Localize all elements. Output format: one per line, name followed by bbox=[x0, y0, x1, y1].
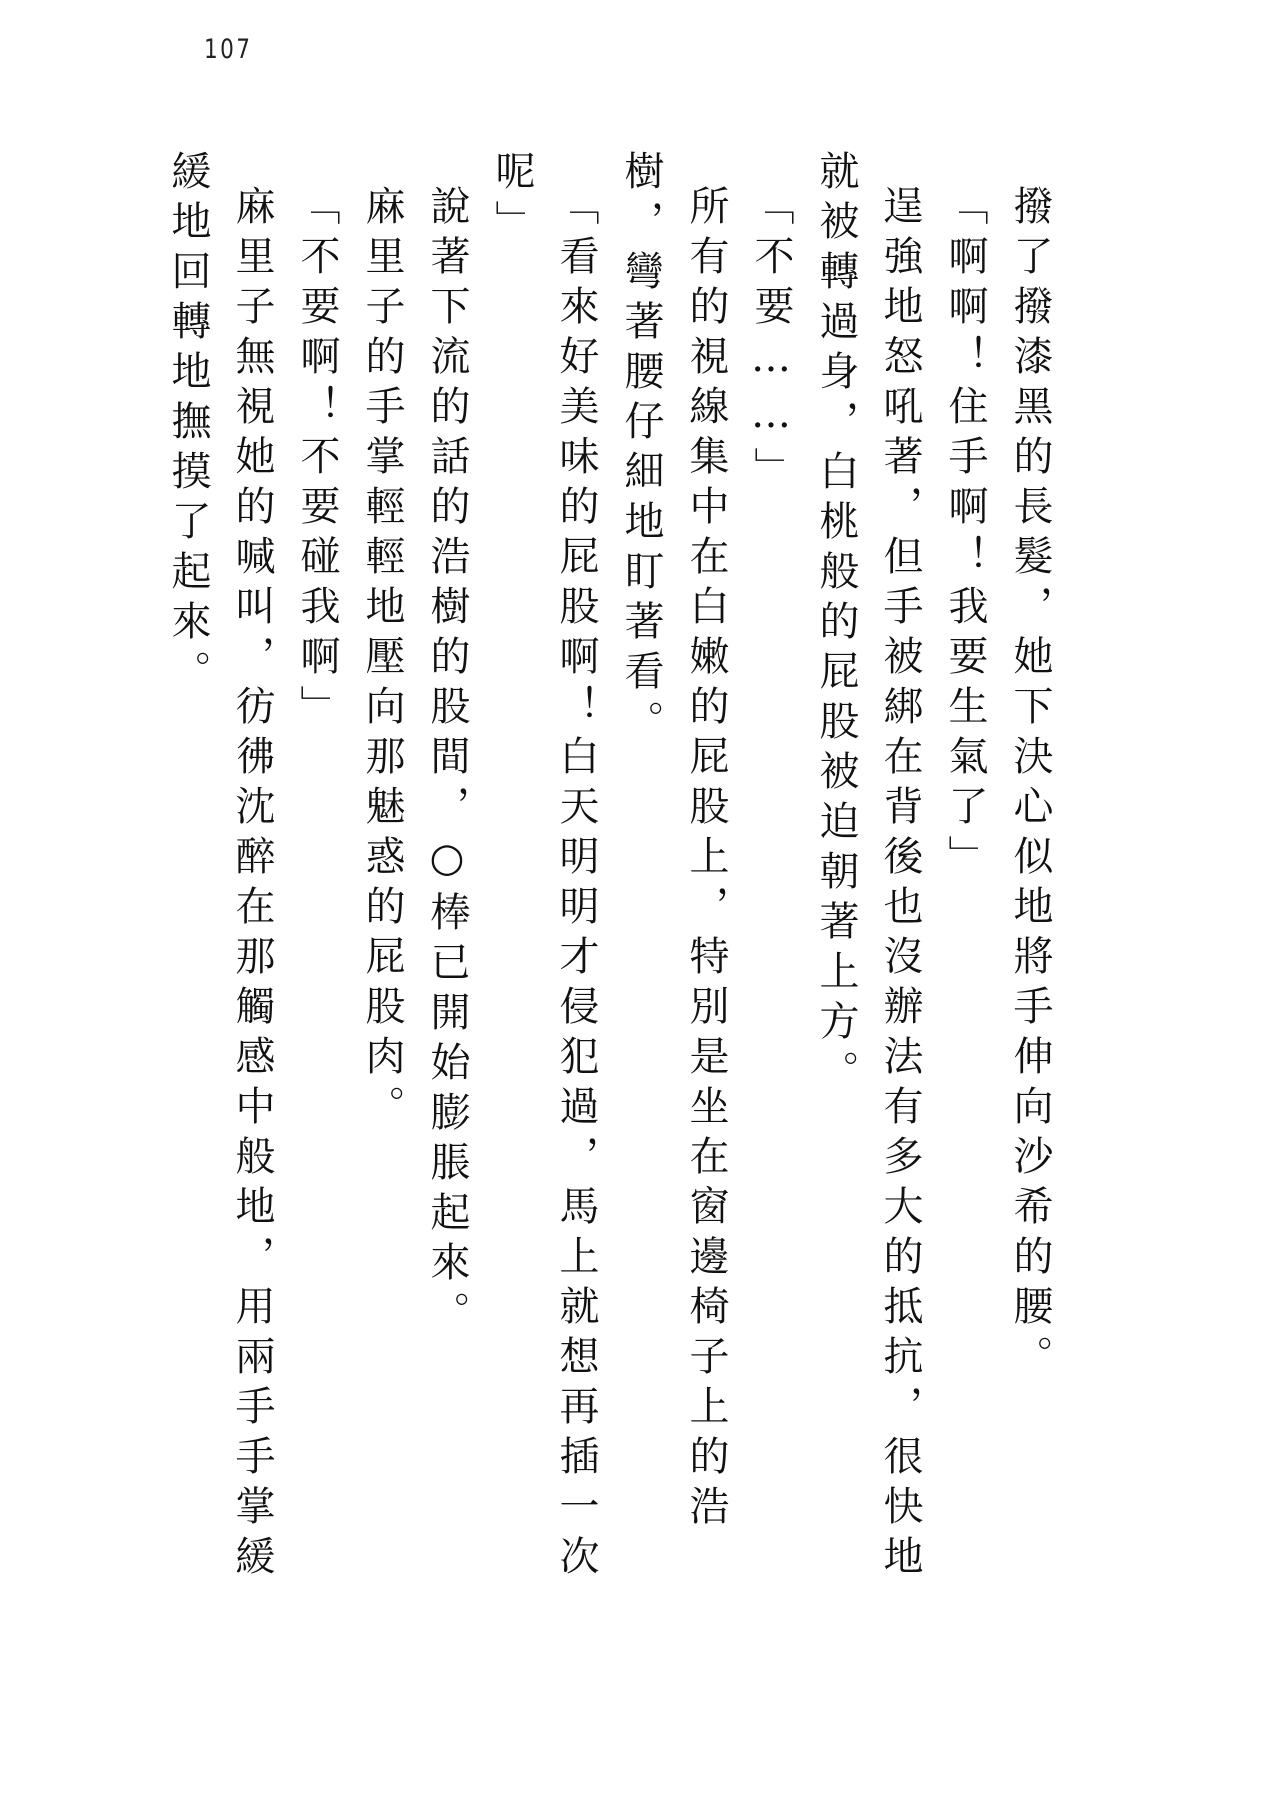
text-line: 撥了撥漆黑的長髮，她下決心似地將手伸向沙希的腰。 bbox=[1007, 185, 1053, 1385]
text-line: 「不要啊！不要碰我啊」 bbox=[294, 185, 340, 735]
text-line: 「啊啊！住手啊！我要生氣了」 bbox=[942, 185, 988, 885]
text-line: 呢」 bbox=[489, 150, 535, 250]
text-line: 就被轉過身，白桃般的屁股被迫朝著上方。 bbox=[813, 150, 859, 1100]
page-number: 107 bbox=[204, 34, 253, 65]
text-line: 「看來好美味的屁股啊！白天明明才侵犯過，馬上就想再插一次 bbox=[553, 185, 599, 1585]
text-line: 「不要……」 bbox=[748, 185, 794, 497]
text-line: 所有的視線集中在白嫩的屁股上，特別是坐在窗邊椅子上的浩 bbox=[683, 185, 729, 1535]
text-line: 緩地回轉地撫摸了起來。 bbox=[165, 150, 211, 700]
text-line: 麻里子的手掌輕輕地壓向那魅惑的屁股肉。 bbox=[359, 185, 405, 1135]
text-line: 樹，彎著腰仔細地盯著看。 bbox=[618, 150, 664, 750]
text-line: 逞強地怒吼著，但手被綁在背後也沒辦法有多大的抵抗，很快地 bbox=[877, 185, 923, 1585]
text-line: 說著下流的話的浩樹的股間，○棒已開始膨脹起來。 bbox=[424, 185, 470, 1341]
text-line: 麻里子無視她的喊叫，彷彿沈醉在那觸感中般地，用兩手手掌緩 bbox=[229, 185, 275, 1585]
